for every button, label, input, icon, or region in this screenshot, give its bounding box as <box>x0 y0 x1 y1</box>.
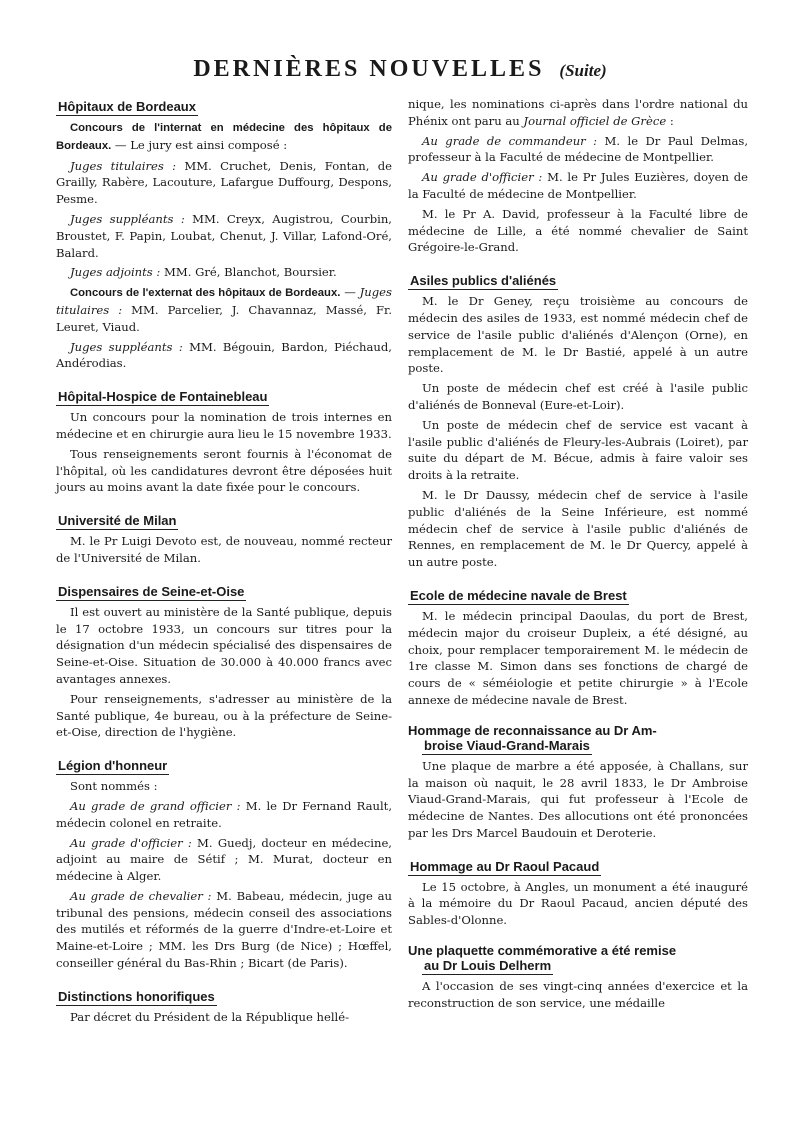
paragraph: A l'occasion de ses vingt-cinq années d'exercice et la reconstruction de son service, une médaille <box>408 979 748 1010</box>
page-title-suite: (Suite) <box>559 61 607 80</box>
section-heading: Hommage au Dr Raoul Pacaud <box>410 858 600 874</box>
paragraph: Le 15 octobre, à Angles, un monument a été inauguré à la mémoire du Dr Raoul Pacaud, ancien député des Sables-d'Olonne. <box>408 879 748 928</box>
paragraph: M. le Dr Geney, reçu troisième au concours de médecin des asiles de 1933, est nommé médecin chef de service de l'asile public d'aliénés d'Alençon (Orne), en remplacement de M. le Dr Bastié, appelé à un autre poste. <box>408 294 748 376</box>
section-heading <box>408 943 748 975</box>
section-heading-line2: broise Viaud-Grand-Marais <box>424 737 590 753</box>
section-heading: Dispensaires de Seine-et-Oise <box>58 583 245 599</box>
paragraph: Au grade d'officier : M. Guedj, docteur en médecine, adjoint au maire de Sétif ; M. Murat, docteur en médecine à Alger. <box>56 835 392 884</box>
paragraph: M. le Pr Luigi Devoto est, de nouveau, nommé recteur de l'Université de Milan. <box>56 534 392 565</box>
paragraph: Concours de l'externat des hôpitaux de Bordeaux. — Juges titulaires : MM. Parcelier, J. Chavannaz, Massé, Fr. Leuret, Viaud. <box>56 285 392 334</box>
paragraph: Concours de l'internat en médecine des hôpitaux de Bordeaux. — Le jury est ainsi composé : <box>56 122 392 152</box>
section-asiles <box>408 270 748 571</box>
section-fontainebleau <box>56 386 392 496</box>
paragraph: Au grade de chevalier : M. Babeau, médecin, juge au tribunal des pensions, médecin conseil des associations des mutilés et réformés de la guerre d'Indre-et-Loire et Maine-et-Loire ; MM. les Drs Burg (de Nice) ; Hœffel, conseiller général du Bas-Rhin ; Bicart (de Paris). <box>56 888 392 971</box>
section-hommage-viaud <box>408 723 748 842</box>
section-heading: Distinctions honorifiques <box>58 988 215 1004</box>
section-legion <box>56 755 392 972</box>
right-column <box>408 96 748 1026</box>
section-hopitaux-bordeaux <box>56 96 392 372</box>
paragraph: M. le Pr A. David, professeur à la Faculté libre de médecine de Lille, a été nommé chevalier de Saint Grégoire-le-Grand. <box>408 206 748 255</box>
paragraph: Au grade de grand officier : M. le Dr Fernand Rault, médecin colonel en retraite. <box>56 798 392 830</box>
section-seine-oise <box>56 581 392 741</box>
left-column <box>56 96 392 1040</box>
paragraph: M. le médecin principal Daoulas, du port de Brest, médecin major du croiseur Dupleix, a été désigné, au choix, pour remplacer temporairement M. le médecin de 1re classe M. Simon dans ses fonctions de chargé de cours de « séméiologie et petite chirurgie » à l'Ecole annexe de médecine navale de Brest. <box>408 608 748 707</box>
paragraph: Une plaque de marbre a été apposée, à Challans, sur la maison où naquit, le 28 avril 1833, le Dr Ambroise Viaud-Grand-Marais, qui fut professeur à l'Ecole de médecine de Nantes. Des allocutions ont été prononcées par les Drs Marcel Baudouin et Deroterie. <box>408 758 748 840</box>
section-distinctions-cont <box>408 96 748 256</box>
paragraph: Juges adjoints : MM. Gré, Blanchot, Boursier. <box>70 265 337 280</box>
section-heading: Hôpital-Hospice de Fontainebleau <box>58 389 268 405</box>
section-heading: Légion d'honneur <box>58 758 168 774</box>
section-heading: Asiles publics d'aliénés <box>410 273 557 289</box>
paragraph: Juges suppléants : MM. Bégouin, Bardon, Piéchaud, Andérodias. <box>56 339 392 371</box>
paragraph: Juges titulaires : MM. Cruchet, Denis, Fontan, de Grailly, Rabère, Lacouture, Lafargue Duffourg, Despons, Pesme. <box>56 158 392 207</box>
section-plaquette <box>408 943 748 1012</box>
section-heading <box>408 723 748 755</box>
paragraph: Sont nommés : <box>70 779 158 794</box>
section-heading-line1: Une plaquette commémorative a été remise <box>408 943 677 959</box>
paragraph: Un poste de médecin chef de service est vacant à l'asile public d'aliénés de Fleury-les-Aubrais (Loiret), par suite du départ de M. Bécue, admis à faire valoir ses droits à la retraite. <box>408 417 748 483</box>
section-heading-line1: Hommage de reconnaissance au Dr Am- <box>408 722 657 738</box>
section-heading: Hôpitaux de Bordeaux <box>58 99 196 114</box>
paragraph: Il est ouvert au ministère de la Santé publique, depuis le 17 octobre 1933, un concours sur titres pour la désignation d'un médecin spécialisé des dispensaires de Seine-et-Oise. Situation de 30.000 à 40.000 francs avec avantages annexes. <box>56 604 392 686</box>
paragraph: Au grade de commandeur : M. le Dr Paul Delmas, professeur à la Faculté de médecine de Montpellier. <box>408 133 748 165</box>
paragraph: M. le Dr Daussy, médecin chef de service à l'asile public d'aliénés de la Seine Inférieure, est nommé médecin chef de service à l'asile public d'aliénés de Rennes, en remplacement de M. le Dr Quercy, appelé à un autre poste. <box>408 487 748 570</box>
page-title <box>0 56 800 83</box>
section-distinctions <box>56 986 392 1026</box>
section-heading-line2: au Dr Louis Delherm <box>424 958 552 974</box>
paragraph: Tous renseignements seront fournis à l'économat de l'hôpital, où les candidatures devront être déposées huit jours au moins avant la date fixée pour le concours. <box>56 446 392 495</box>
page-title-text: DERNIÈRES NOUVELLES <box>193 56 545 82</box>
section-milan <box>56 510 392 567</box>
section-heading: Ecole de médecine navale de Brest <box>410 587 627 603</box>
paragraph: Par décret du Président de la République hellé- <box>70 1009 350 1024</box>
paragraph: Pour renseignements, s'adresser au ministère de la Santé publique, 4e bureau, ou à la préfecture de Seine-et-Oise, direction de l'hygiène. <box>56 691 392 740</box>
section-heading: Université de Milan <box>58 513 177 529</box>
section-hommage-pacaud <box>408 856 748 929</box>
paragraph: Un poste de médecin chef est créé à l'asile public d'aliénés de Bonneval (Eure-et-Loir). <box>408 381 748 412</box>
section-brest <box>408 585 748 709</box>
paragraph: Juges suppléants : MM. Creyx, Augistrou, Courbin, Broustet, F. Papin, Loubat, Chenut, J. Villar, Lafond-Oré, Balard. <box>56 211 392 260</box>
paragraph: Un concours pour la nomination de trois internes en médecine et en chirurgie aura lieu le 15 novembre 1933. <box>56 410 392 441</box>
paragraph: Au grade d'officier : M. le Pr Jules Euzières, doyen de la Faculté de médecine de Montpellier. <box>408 170 749 201</box>
paragraph: nique, les nominations ci-après dans l'ordre national du Phénix ont paru au Journal officiel de Grèce : <box>408 97 748 128</box>
